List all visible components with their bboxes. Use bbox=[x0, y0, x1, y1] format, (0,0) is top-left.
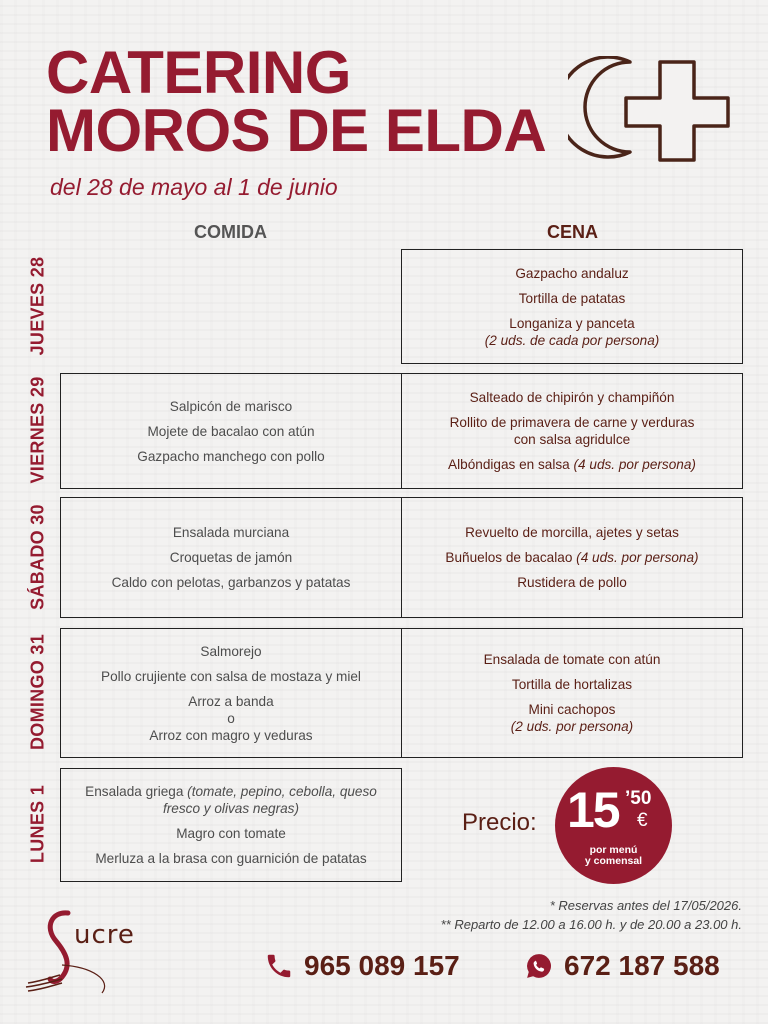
dish-item: Mini cachopos (2 uds. por persona) bbox=[510, 702, 634, 734]
dish-item: Magro con tomate bbox=[176, 826, 286, 841]
menu-box-domingo-comida bbox=[60, 628, 402, 758]
menu-box-lunes-comida bbox=[60, 768, 402, 882]
menu-box-viernes-cena bbox=[401, 373, 743, 489]
whatsapp-contact[interactable] bbox=[524, 950, 720, 982]
footnote-reservas: * Reservas antes del 17/05/2026. bbox=[549, 898, 742, 913]
dish-item: Tortilla de patatas bbox=[518, 290, 626, 306]
dish-item: Gazpacho manchego con pollo bbox=[137, 448, 325, 464]
title-line-2: MOROS DE ELDA bbox=[46, 97, 547, 164]
price-note: por menú y comensal bbox=[584, 844, 643, 867]
dish-item: Mojete de bacalao con atún bbox=[147, 423, 315, 439]
dish-item: Arroz a banda o Arroz con magro y veduras bbox=[149, 693, 313, 743]
dish-item: Caldo con pelotas, garbanzos y patatas bbox=[111, 575, 351, 590]
footnote-reparto: ** Reparto de 12.00 a 16.00 h. y de 20.00 a 23.00 h. bbox=[440, 917, 742, 932]
phone-number: 965 089 157 bbox=[304, 950, 460, 981]
or-separator: o bbox=[227, 710, 235, 726]
dish-item: Salmorejo bbox=[200, 643, 262, 659]
dish-note: (4 uds. por persona) bbox=[573, 457, 696, 472]
title-line-1: CATERING bbox=[46, 39, 351, 106]
price-integer: 15 bbox=[567, 782, 619, 838]
dish-note: (2 uds. de cada por persona) bbox=[484, 332, 660, 348]
sucre-logo-icon bbox=[22, 905, 162, 1000]
page-title bbox=[46, 39, 547, 164]
dish-item: Longaniza y panceta (2 uds. de cada por persona) bbox=[484, 315, 660, 348]
whatsapp-number: 672 187 588 bbox=[564, 950, 720, 981]
dish-item: Ensalada de tomate con atún bbox=[483, 652, 661, 667]
menu-box-domingo-cena bbox=[401, 628, 743, 758]
dish-item: Revuelto de morcilla, ajetes y setas bbox=[465, 525, 679, 540]
phone-contact[interactable] bbox=[264, 950, 460, 982]
dish-item: Salpicón de marisco bbox=[169, 398, 293, 414]
dish-item: Tortilla de hortalizas bbox=[511, 677, 633, 692]
column-header-comida: COMIDA bbox=[194, 222, 267, 242]
dish-item: Croquetas de jamón bbox=[169, 550, 293, 565]
price-label: Precio: bbox=[462, 809, 537, 836]
dish-item: Gazpacho andaluz bbox=[515, 265, 629, 281]
menu-box-sabado-cena bbox=[401, 497, 743, 618]
dish-item: Buñuelos de bacalao (4 uds. por persona) bbox=[445, 550, 699, 565]
dish-item: Merluza a la brasa con guarnición de patatas bbox=[95, 851, 367, 866]
menu-box-jueves-cena bbox=[401, 249, 743, 364]
dish-item: Pollo crujiente con salsa de mostaza y miel bbox=[101, 668, 361, 684]
dish-note: (tomate, pepino, cebolla, queso fresco y olivas negras) bbox=[163, 784, 377, 816]
footnotes bbox=[441, 896, 742, 934]
dish-item: Albóndigas en salsa (4 uds. por persona) bbox=[448, 457, 696, 472]
crescent-cross-logo-icon bbox=[568, 56, 734, 166]
price-badge bbox=[555, 767, 672, 884]
dish-item: Rollito de primavera de carne y verduras con salsa agridulce bbox=[449, 415, 695, 447]
price-decimal: ’50 bbox=[625, 788, 652, 809]
menu-box-viernes-comida bbox=[60, 373, 402, 489]
price-currency: € bbox=[637, 810, 648, 831]
dish-note: (4 uds. por persona) bbox=[576, 550, 699, 565]
dish-note: (2 uds. por persona) bbox=[510, 719, 634, 734]
date-range: del 28 de mayo al 1 de junio bbox=[50, 174, 338, 200]
phone-icon bbox=[264, 951, 294, 981]
column-header-cena: CENA bbox=[546, 222, 598, 242]
whatsapp-icon bbox=[524, 951, 554, 981]
dish-item: Ensalada murciana bbox=[172, 525, 290, 540]
dish-item: Ensalada griega (tomate, pepino, cebolla, queso fresco y olivas negras) bbox=[85, 784, 377, 816]
svg-text:ucre: ucre bbox=[74, 920, 135, 950]
dish-item: Salteado de chipirón y champiñón bbox=[469, 390, 675, 405]
menu-box-sabado-comida bbox=[60, 497, 402, 618]
dish-item: Rustidera de pollo bbox=[517, 575, 627, 590]
